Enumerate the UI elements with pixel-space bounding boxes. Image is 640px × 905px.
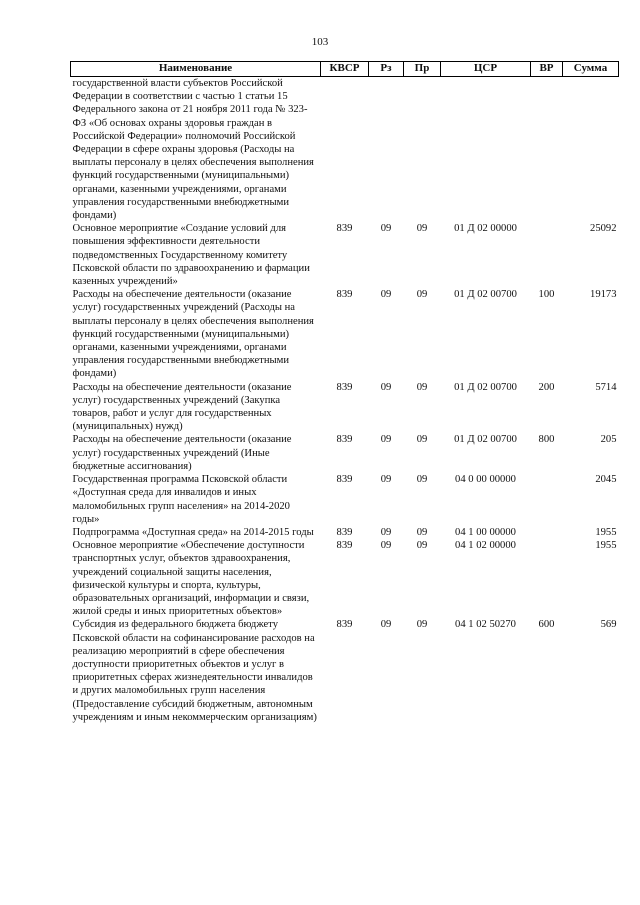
row-name: Подпрограмма «Доступная среда» на 2014-2015 годы bbox=[72, 526, 314, 538]
row-vr: 200 bbox=[538, 381, 555, 393]
row-rz: 09 bbox=[380, 289, 392, 301]
row-pr: 09 bbox=[416, 526, 428, 538]
row-vr: 100 bbox=[538, 289, 555, 301]
row-sum: 1955 bbox=[595, 526, 617, 538]
header-rz: Рз bbox=[369, 62, 404, 77]
row-vr: 600 bbox=[538, 619, 555, 631]
row-name: Основное мероприятие «Создание условий для повышения эффективности деятельности подведомственных Государственному комитету Псковской области по здравоохранению и фармации казенных учреждений» bbox=[72, 223, 310, 288]
header-kvsr: КВСР bbox=[321, 62, 369, 77]
row-csr: 04 1 02 00000 bbox=[455, 540, 516, 552]
row-csr: 01 Д 02 00700 bbox=[454, 381, 517, 393]
row-rz: 09 bbox=[380, 434, 392, 446]
row-vr bbox=[531, 526, 563, 539]
table-row bbox=[71, 539, 619, 618]
row-rz: 09 bbox=[380, 381, 392, 393]
row-rz: 09 bbox=[380, 223, 392, 235]
row-csr bbox=[441, 77, 531, 223]
row-kvsr: 839 bbox=[336, 289, 353, 301]
row-name: Субсидия из федерального бюджета бюджету Псковской области на софинансирование расходов на реализацию мероприятий в сфере обеспечения доступности приоритетных объектов и услуг в приоритетных сферах жизнедеятельности инвалидов и других маломобильных групп населения (Предоставление субсидий бюджетным, автономным учреждениям и иным некоммерческим организациям) bbox=[72, 619, 317, 723]
row-pr: 09 bbox=[416, 619, 428, 631]
header-sum: Сумма bbox=[563, 62, 619, 77]
row-csr: 04 1 00 00000 bbox=[455, 526, 516, 538]
row-sum: 205 bbox=[600, 434, 617, 446]
page-number: 103 bbox=[311, 36, 329, 48]
row-name: Расходы на обеспечение деятельности (оказание услуг) государственных учреждений (Иные бюджетные ассигнования) bbox=[72, 434, 292, 472]
table-row bbox=[71, 222, 619, 288]
row-name: государственной власти субъектов Российской Федерации в соответствии с частью 1 статьи 15 Федерального закона от 21 ноября 2011 года № 323-ФЗ «Об основах охраны здоровья граждан в Российской Федерации» полномочий Российской Федерации в сфере охраны здоровья (Расходы на выплаты персоналу в целях обеспечения выполнения функций государственными (муниципальными) органами, казенными учреждениями, органами управления государственными внебюджетными фондами) bbox=[72, 78, 314, 222]
row-csr: 04 1 02 50270 bbox=[455, 619, 516, 631]
row-kvsr: 839 bbox=[336, 526, 353, 538]
row-vr bbox=[531, 473, 563, 526]
row-kvsr: 839 bbox=[336, 434, 353, 446]
row-csr: 01 Д 02 00700 bbox=[454, 434, 517, 446]
row-name: Государственная программа Псковской области «Доступная среда для инвалидов и иных маломобильных групп населения» на 2014-2020 годы» bbox=[72, 474, 290, 525]
row-csr: 04 0 00 00000 bbox=[455, 474, 516, 486]
row-sum: 1955 bbox=[595, 540, 617, 552]
row-kvsr: 839 bbox=[336, 474, 353, 486]
table-row bbox=[71, 618, 619, 724]
row-kvsr: 839 bbox=[336, 381, 353, 393]
row-pr bbox=[404, 77, 441, 223]
table-header-row bbox=[71, 62, 619, 77]
header-csr: ЦСР bbox=[441, 62, 531, 77]
row-sum: 25092 bbox=[590, 223, 617, 235]
row-pr: 09 bbox=[416, 474, 428, 486]
row-sum bbox=[563, 77, 619, 223]
row-kvsr: 839 bbox=[336, 540, 353, 552]
row-name: Расходы на обеспечение деятельности (оказание услуг) государственных учреждений (Расходы на выплаты персоналу в целях обеспечения выполнения функций государственными (муниципальными) органами, казенными учреждениями, органами управления государственными внебюджетными фондами) bbox=[72, 289, 314, 380]
table-row bbox=[71, 526, 619, 539]
row-pr: 09 bbox=[416, 223, 428, 235]
table-row bbox=[71, 77, 619, 223]
row-pr: 09 bbox=[416, 381, 428, 393]
row-pr: 09 bbox=[416, 434, 428, 446]
row-rz: 09 bbox=[380, 619, 392, 631]
row-sum: 19173 bbox=[590, 289, 617, 301]
row-sum: 5714 bbox=[595, 381, 617, 393]
table-row bbox=[71, 473, 619, 526]
table-row bbox=[71, 433, 619, 473]
row-vr bbox=[531, 77, 563, 223]
table-row bbox=[71, 381, 619, 434]
row-sum: 569 bbox=[600, 619, 617, 631]
header-pr: Пр bbox=[404, 62, 441, 77]
header-name: Наименование bbox=[71, 62, 321, 77]
row-sum: 2045 bbox=[595, 474, 617, 486]
row-name: Расходы на обеспечение деятельности (оказание услуг) государственных учреждений (Закупка товаров, работ и услуг для государственных (муниципальных) нужд) bbox=[72, 381, 292, 433]
row-kvsr: 839 bbox=[336, 619, 353, 631]
row-vr bbox=[531, 539, 563, 618]
row-kvsr bbox=[321, 77, 369, 223]
row-kvsr: 839 bbox=[336, 223, 353, 235]
row-vr: 800 bbox=[538, 434, 555, 446]
row-pr: 09 bbox=[416, 540, 428, 552]
row-rz: 09 bbox=[380, 526, 392, 538]
row-rz bbox=[369, 77, 404, 223]
row-vr bbox=[531, 222, 563, 288]
header-vr: ВР bbox=[531, 62, 563, 77]
row-pr: 09 bbox=[416, 289, 428, 301]
row-name: Основное мероприятие «Обеспечение доступности транспортных услуг, объектов здравоохранения, учреждений социальной защиты населения, физической культуры и спорта, культуры, образовательных организаций, информации и связи, жилой среды и иных приоритетных объектов» bbox=[72, 540, 310, 618]
row-csr: 01 Д 02 00700 bbox=[454, 289, 517, 301]
row-csr: 01 Д 02 00000 bbox=[454, 223, 517, 235]
row-rz: 09 bbox=[380, 474, 392, 486]
budget-table bbox=[70, 61, 619, 724]
table-row bbox=[71, 288, 619, 380]
row-rz: 09 bbox=[380, 540, 392, 552]
